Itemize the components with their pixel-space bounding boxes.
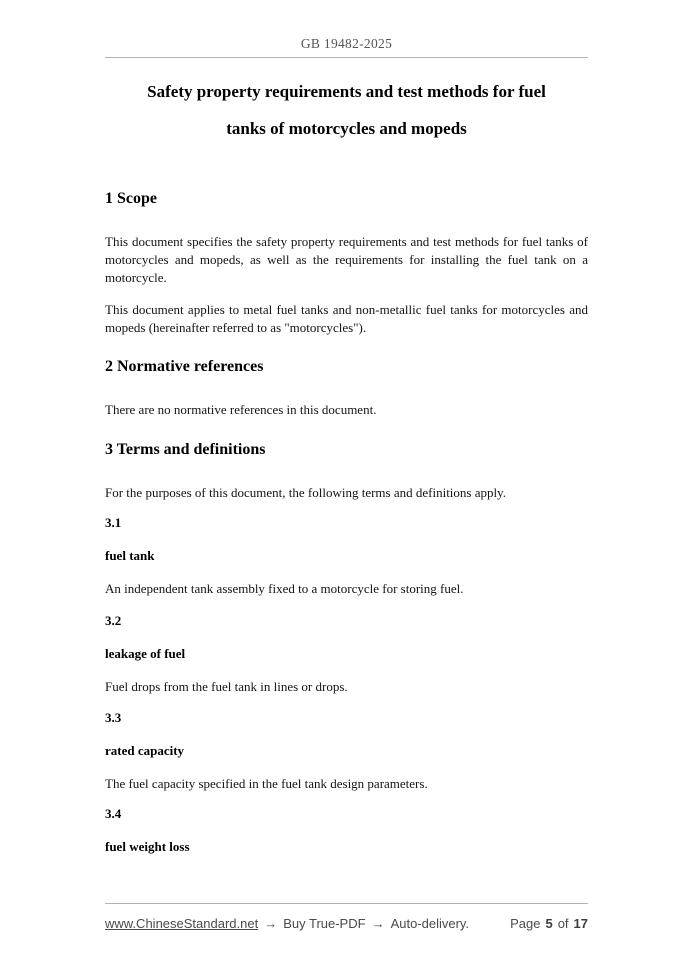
document-title-line2: tanks of motorcycles and mopeds bbox=[226, 119, 467, 138]
standard-number: GB 19482-2025 bbox=[300, 36, 393, 51]
term-definition: The fuel capacity specified in the fuel tank design parameters. bbox=[105, 776, 428, 791]
footer-site-link[interactable]: www.ChineseStandard.net bbox=[105, 916, 259, 931]
page-label: Page bbox=[510, 916, 541, 931]
page-current-number: 5 bbox=[545, 916, 553, 931]
footer-source-line bbox=[105, 916, 469, 931]
term-number: 3.2 bbox=[105, 613, 122, 628]
footer-buy-text: Buy True-PDF bbox=[283, 916, 366, 931]
term-number: 3.3 bbox=[105, 710, 122, 725]
term-name: leakage of fuel bbox=[105, 646, 186, 661]
section-heading-scope: 1 Scope bbox=[105, 190, 157, 207]
term-definition: Fuel drops from the fuel tank in lines or drops. bbox=[105, 679, 348, 694]
term-definition: An independent tank assembly fixed to a motorcycle for storing fuel. bbox=[105, 581, 464, 596]
section-heading-normative-references: 2 Normative references bbox=[105, 358, 264, 375]
term-item bbox=[105, 613, 588, 694]
footer-divider bbox=[105, 903, 588, 904]
terms-intro-paragraph: For the purposes of this document, the following terms and definitions apply. bbox=[105, 485, 507, 500]
page-total-number: 17 bbox=[573, 916, 588, 931]
page-of-label: of bbox=[557, 916, 569, 931]
term-item bbox=[105, 710, 588, 791]
term-name: fuel tank bbox=[105, 548, 155, 563]
scope-paragraph-2: This document applies to metal fuel tanks and non-metallic fuel tanks for motorcycles and mopeds (hereinafter referred to as "motorcycles"). bbox=[105, 302, 588, 335]
arrow-right-icon: → bbox=[371, 916, 385, 931]
header-divider bbox=[105, 57, 588, 58]
footer-page-indicator bbox=[510, 916, 588, 931]
term-name: rated capacity bbox=[105, 743, 185, 758]
term-number: 3.4 bbox=[105, 806, 122, 821]
scope-paragraph-1: This document specifies the safety property requirements and test methods for fuel tanks of motorcycles and mopeds, as well as the requirements for installing the fuel tank on a motorcycle. bbox=[105, 234, 588, 285]
page-footer bbox=[105, 916, 588, 931]
term-item bbox=[105, 515, 588, 596]
document-title-line1: Safety property requirements and test methods for fuel bbox=[147, 82, 546, 101]
arrow-right-icon: → bbox=[264, 916, 278, 931]
term-number: 3.1 bbox=[105, 515, 122, 530]
section-heading-terms-definitions: 3 Terms and definitions bbox=[105, 441, 266, 458]
term-name: fuel weight loss bbox=[105, 839, 190, 854]
footer-delivery-text: Auto-delivery. bbox=[390, 916, 470, 931]
term-item bbox=[105, 806, 588, 872]
normative-references-paragraph: There are no normative references in this document. bbox=[105, 402, 377, 417]
